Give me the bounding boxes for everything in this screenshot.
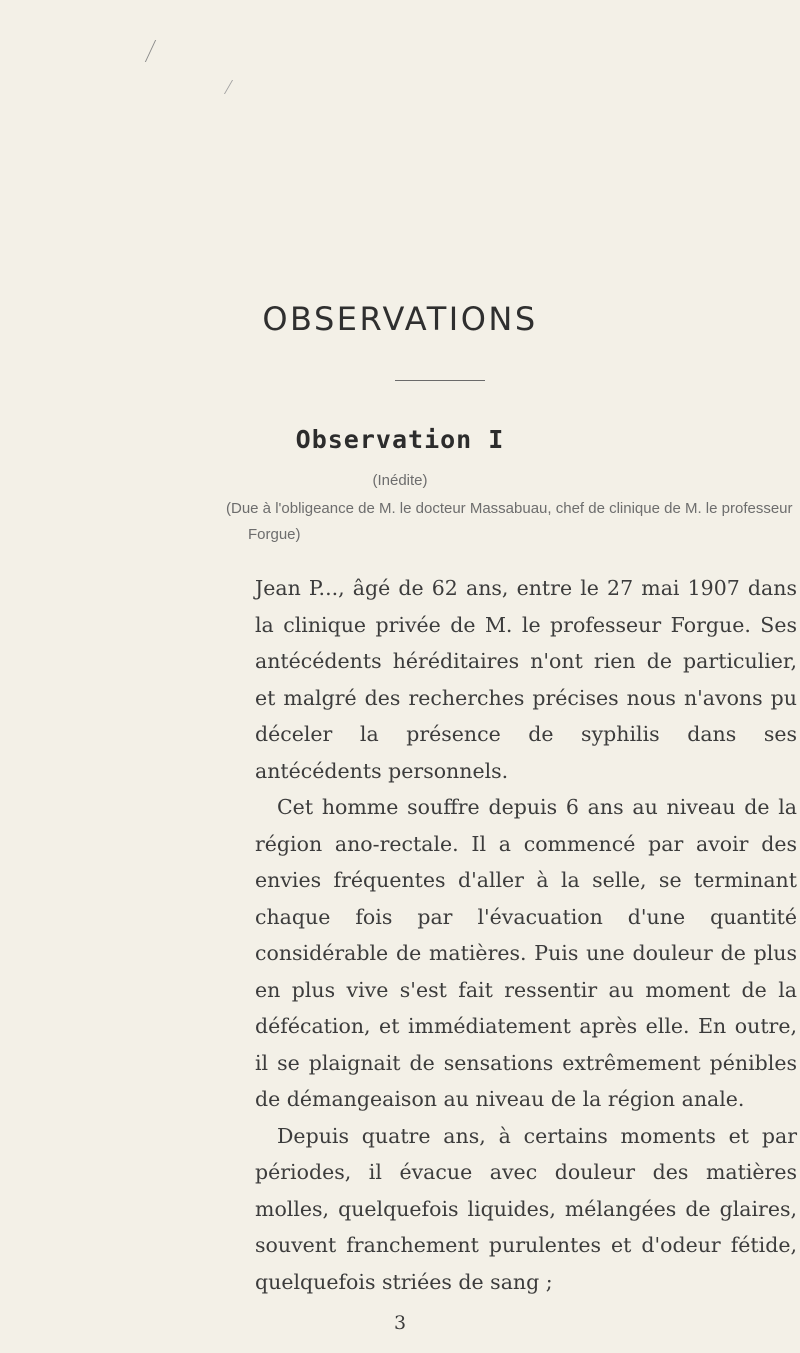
paragraph: Depuis quatre ans, à certains moments et par périodes, il évacue avec douleur des matières molles, quelquefois liquides, mélangées de glaires, souvent franchement purulentes et d'odeur fétide, quelquefois striées de sang ; xyxy=(255,1123,797,1294)
divider-rule xyxy=(395,380,485,381)
observation-title: Observation I xyxy=(295,425,505,454)
paragraph: Cet homme souffre depuis 6 ans au niveau de la région ano-rectale. Il a commencé par avoir des envies fréquentes d'aller à la selle, se terminant chaque fois par l'évacuation d'une quantité considérable de matières. Puis une douleur de plus en plus vive s'est fait ressentir au moment de la défécation, et immédiatement après elle. En outre, il se plaignait de sensations extrêmement pénibles de démangeaison au niveau de la région anale. xyxy=(255,795,797,1111)
margin-mark xyxy=(224,80,241,94)
page-number: 3 xyxy=(393,1312,407,1334)
paragraph: Jean P..., âgé de 62 ans, entre le 27 mai 1907 dans la clinique privée de M. le professeur Forgue. Ses antécédents héréditaires n'ont rien de particulier, et malgré des recherches précises nous n'avons pu déceler la présence de syphilis dans ses antécédents personnels. xyxy=(255,576,797,783)
observation-credit: (Due à l'obligeance de M. le docteur Massabuau, chef de clinique de M. le professeur Forgue) xyxy=(226,500,793,543)
observation-status: (Inédite) xyxy=(372,472,428,489)
section-heading: OBSERVATIONS xyxy=(262,300,538,338)
margin-mark xyxy=(145,40,168,62)
body-text xyxy=(255,570,797,1300)
